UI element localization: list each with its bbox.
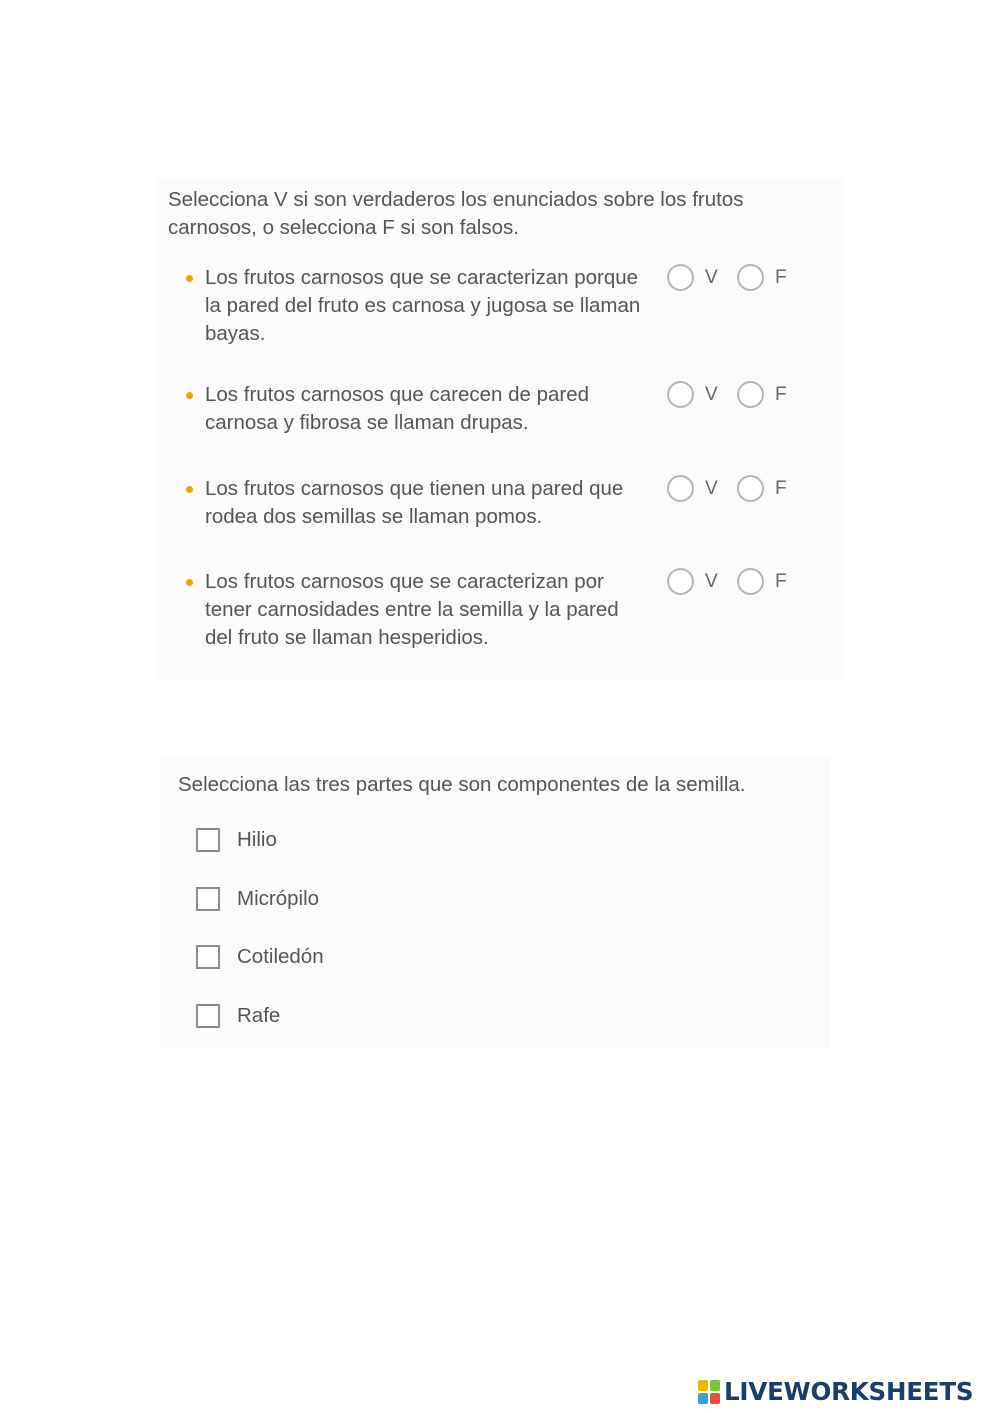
- checkbox[interactable]: [196, 828, 220, 852]
- true-label: V: [705, 477, 718, 499]
- checkbox-label: Micrópilo: [237, 887, 320, 910]
- false-option[interactable]: [737, 568, 787, 595]
- false-option[interactable]: [737, 475, 787, 502]
- radio-button[interactable]: [737, 381, 764, 408]
- radio-button[interactable]: [737, 475, 764, 502]
- brand-name: LIVEWORKSHEETS: [724, 1377, 974, 1406]
- radio-button[interactable]: [667, 475, 694, 502]
- radio-button[interactable]: [667, 381, 694, 408]
- false-option[interactable]: [737, 381, 787, 408]
- radio-button[interactable]: [667, 264, 694, 291]
- checkbox[interactable]: [196, 887, 220, 911]
- checkbox-label: Hilio: [237, 828, 277, 851]
- checkbox[interactable]: [196, 945, 220, 969]
- radio-button[interactable]: [737, 264, 764, 291]
- false-label: F: [775, 570, 787, 592]
- logo-tile: [698, 1380, 708, 1391]
- false-label: F: [775, 383, 787, 405]
- true-label: V: [705, 383, 718, 405]
- false-option[interactable]: [737, 264, 787, 291]
- radio-button[interactable]: [737, 568, 764, 595]
- true-label: V: [705, 266, 718, 288]
- logo-tile: [710, 1380, 720, 1391]
- statement-text: Los frutos carnosos que se caracterizan por tener carnosidades entre la semilla y la pared del fruto se llaman hesperidios.: [205, 570, 619, 649]
- liveworksheets-brand: [698, 1377, 973, 1406]
- instruction-true-false: Selecciona V si son verdaderos los enunciados sobre los frutos carnosos, o selecciona F si son falsos.: [168, 188, 744, 239]
- true-option[interactable]: [667, 568, 718, 595]
- false-label: F: [775, 477, 787, 499]
- checkbox[interactable]: [196, 1004, 220, 1028]
- checkbox-option-cotiledon[interactable]: [196, 945, 324, 969]
- bullet-icon: [186, 579, 193, 586]
- logo-tile: [698, 1393, 708, 1404]
- checkbox-label: Cotiledón: [237, 945, 324, 968]
- false-label: F: [775, 266, 787, 288]
- statement-text: Los frutos carnosos que se caracterizan porque la pared del fruto es carnosa y jugosa se llaman bayas.: [205, 266, 641, 345]
- checkbox-option-rafe[interactable]: [196, 1004, 280, 1028]
- logo-tile: [710, 1393, 720, 1404]
- bullet-icon: [186, 275, 193, 282]
- instruction-checkboxes: Selecciona las tres partes que son componentes de la semilla.: [178, 773, 746, 796]
- true-option[interactable]: [667, 264, 718, 291]
- radio-button[interactable]: [667, 568, 694, 595]
- checkbox-option-hilio[interactable]: [196, 828, 277, 852]
- true-option[interactable]: [667, 381, 718, 408]
- liveworksheets-logo-icon: [698, 1380, 720, 1404]
- true-label: V: [705, 570, 718, 592]
- true-option[interactable]: [667, 475, 718, 502]
- checkbox-label: Rafe: [237, 1004, 281, 1027]
- checkbox-option-micropilo[interactable]: [196, 887, 319, 911]
- bullet-icon: [186, 486, 193, 493]
- statement-text: Los frutos carnosos que carecen de pared carnosa y fibrosa se llaman drupas.: [205, 383, 590, 434]
- bullet-icon: [186, 392, 193, 399]
- statement-text: Los frutos carnosos que tienen una pared que rodea dos semillas se llaman pomos.: [205, 477, 624, 528]
